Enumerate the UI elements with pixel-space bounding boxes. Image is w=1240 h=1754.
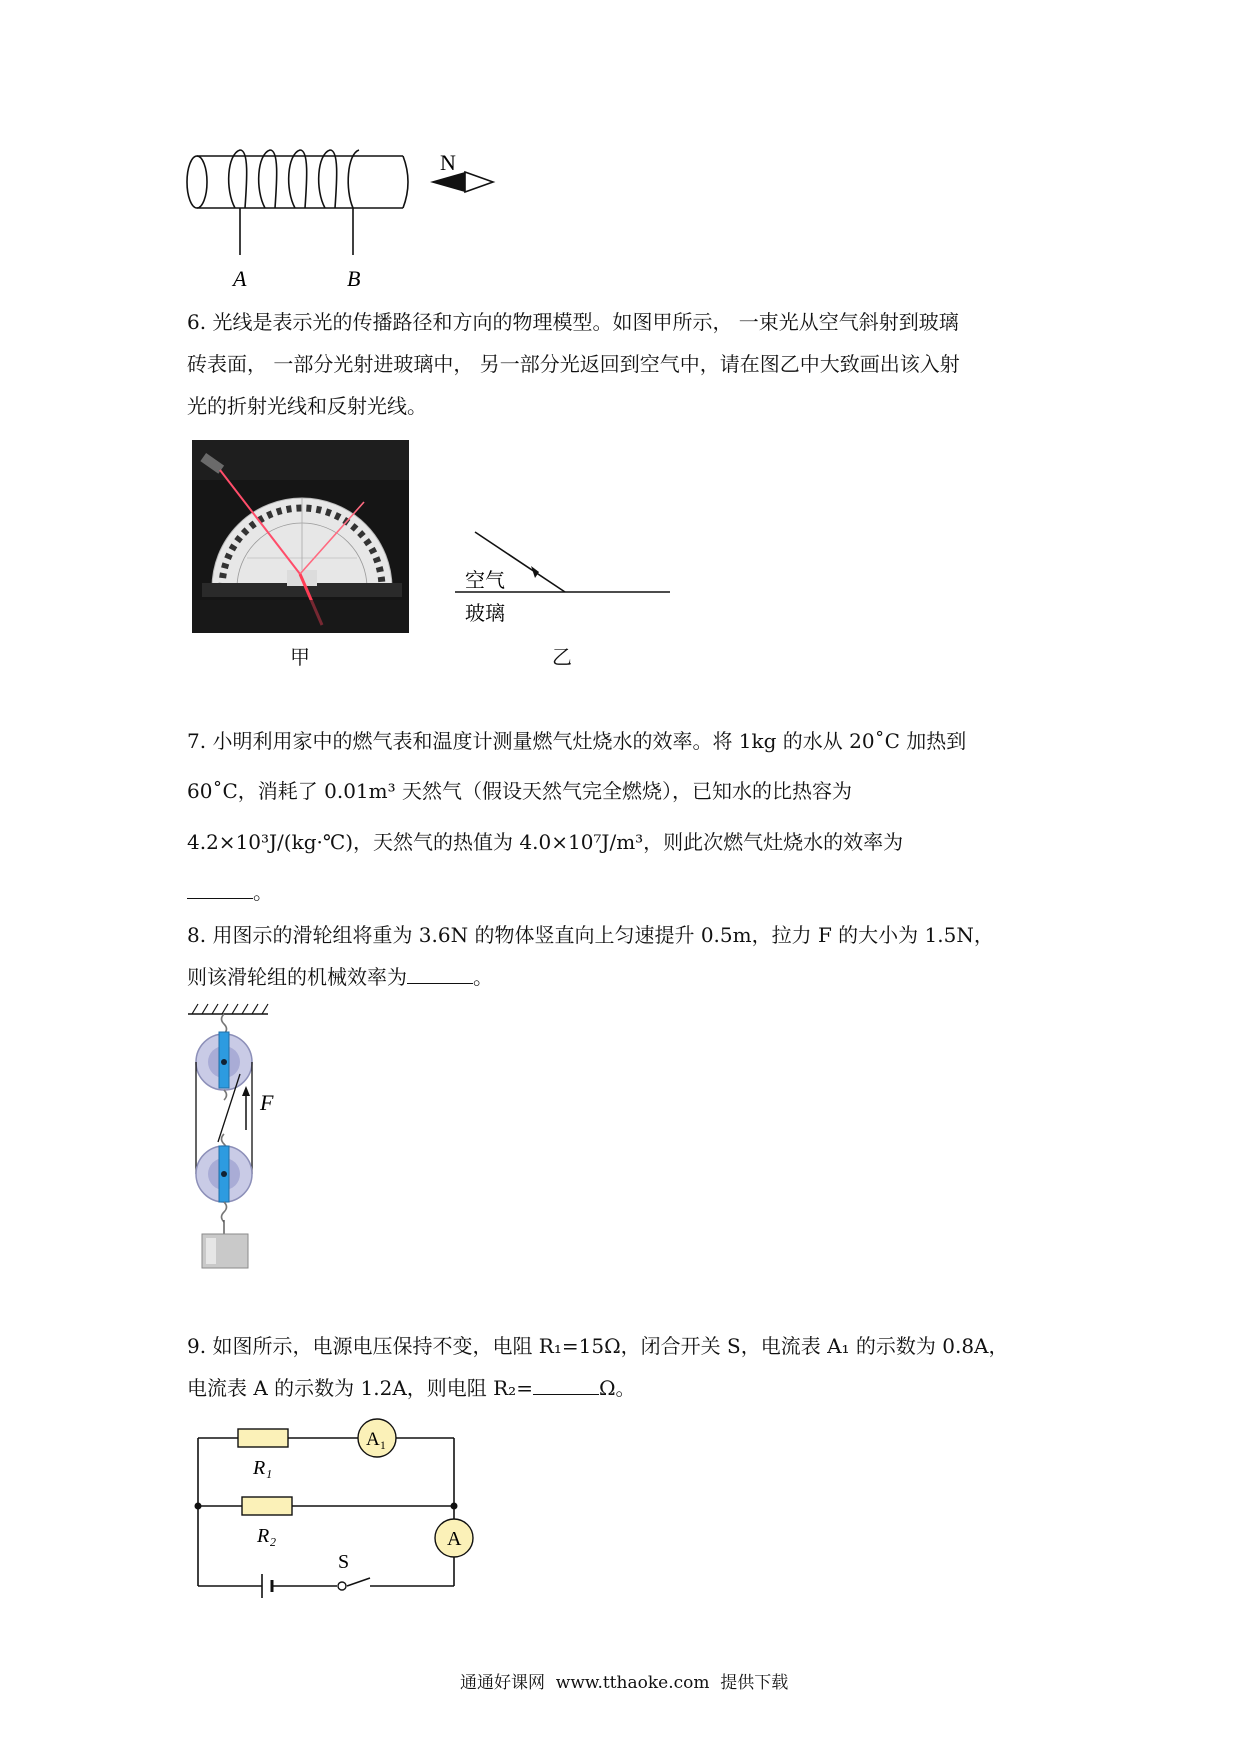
ammeter-a-label: A: [447, 1528, 462, 1550]
q9-line-1: 9. 如图所示，电源电压保持不变，电阻 R₁=15Ω，闭合开关 S，电流表 A₁ 的示数为 0.8A，: [187, 1334, 1009, 1358]
q7-line-4-end: 。: [253, 880, 273, 904]
footer-note: 通通好课网 www.tthaoke.com 提供下载: [460, 1673, 789, 1693]
terminal-a-label: A: [233, 266, 247, 291]
q9-line-2-end: Ω。: [598, 1376, 636, 1400]
circuit-diagram: [190, 1418, 475, 1608]
solenoid-figure: [185, 140, 505, 300]
q8-line-2-end: 。: [473, 965, 493, 989]
incident-ray-diagram: [455, 522, 685, 627]
q6-line-3: 光的折射光线和反射光线。: [187, 394, 427, 418]
force-f-label: F: [260, 1090, 274, 1115]
q7-line-1: 7. 小明利用家中的燃气表和温度计测量燃气灶烧水的效率。将 1kg 的水从 20˚C 加热到: [187, 729, 967, 753]
north-pole-label: N: [440, 150, 456, 175]
refraction-photo: [192, 440, 409, 633]
q7-line-4: [187, 871, 273, 913]
q9-line-2: [187, 1367, 636, 1409]
q8-line-2: [187, 956, 493, 998]
q7-answer-blank[interactable]: [187, 876, 253, 899]
q8-line-2-start: 则该滑轮组的机械效率为: [187, 965, 407, 989]
q9-answer-blank[interactable]: [533, 1372, 599, 1395]
terminal-b-label: B: [347, 266, 361, 291]
air-label: 空气: [465, 570, 505, 592]
q9-line-2-start: 电流表 A 的示数为 1.2A，则电阻 R₂=: [187, 1376, 533, 1400]
r1-label: R₁: [253, 1457, 273, 1479]
pulley-system-figure: [188, 1002, 298, 1272]
glass-label: 玻璃: [465, 603, 505, 625]
diagram-caption-yi: 乙: [552, 645, 572, 669]
switch-s-label: S: [338, 1551, 350, 1573]
photo-caption-jia: 甲: [290, 645, 310, 669]
q6-line-2: 砖表面， 一部分光射进玻璃中， 另一部分光返回到空气中，请在图乙中大致画出该入射: [187, 352, 960, 376]
ammeter-a1-label: A₁: [366, 1429, 387, 1450]
q8-line-1: 8. 用图示的滑轮组将重为 3.6N 的物体竖直向上匀速提升 0.5m，拉力 F 的大小为 1.5N，: [187, 923, 994, 947]
q7-line-2: 60˚C，消耗了 0.01m³ 天然气（假设天然气完全燃烧），已知水的比热容为: [187, 779, 852, 803]
q6-line-1: 6. 光线是表示光的传播路径和方向的物理模型。如图甲所示， 一束光从空气斜射到玻璃: [187, 310, 959, 334]
q8-answer-blank[interactable]: [407, 961, 473, 984]
q7-line-3: 4.2×10³J/(kg·℃)，天然气的热值为 4.0×10⁷J/m³，则此次燃气灶烧水的效率为: [187, 830, 904, 854]
r2-label: R₂: [257, 1525, 277, 1547]
